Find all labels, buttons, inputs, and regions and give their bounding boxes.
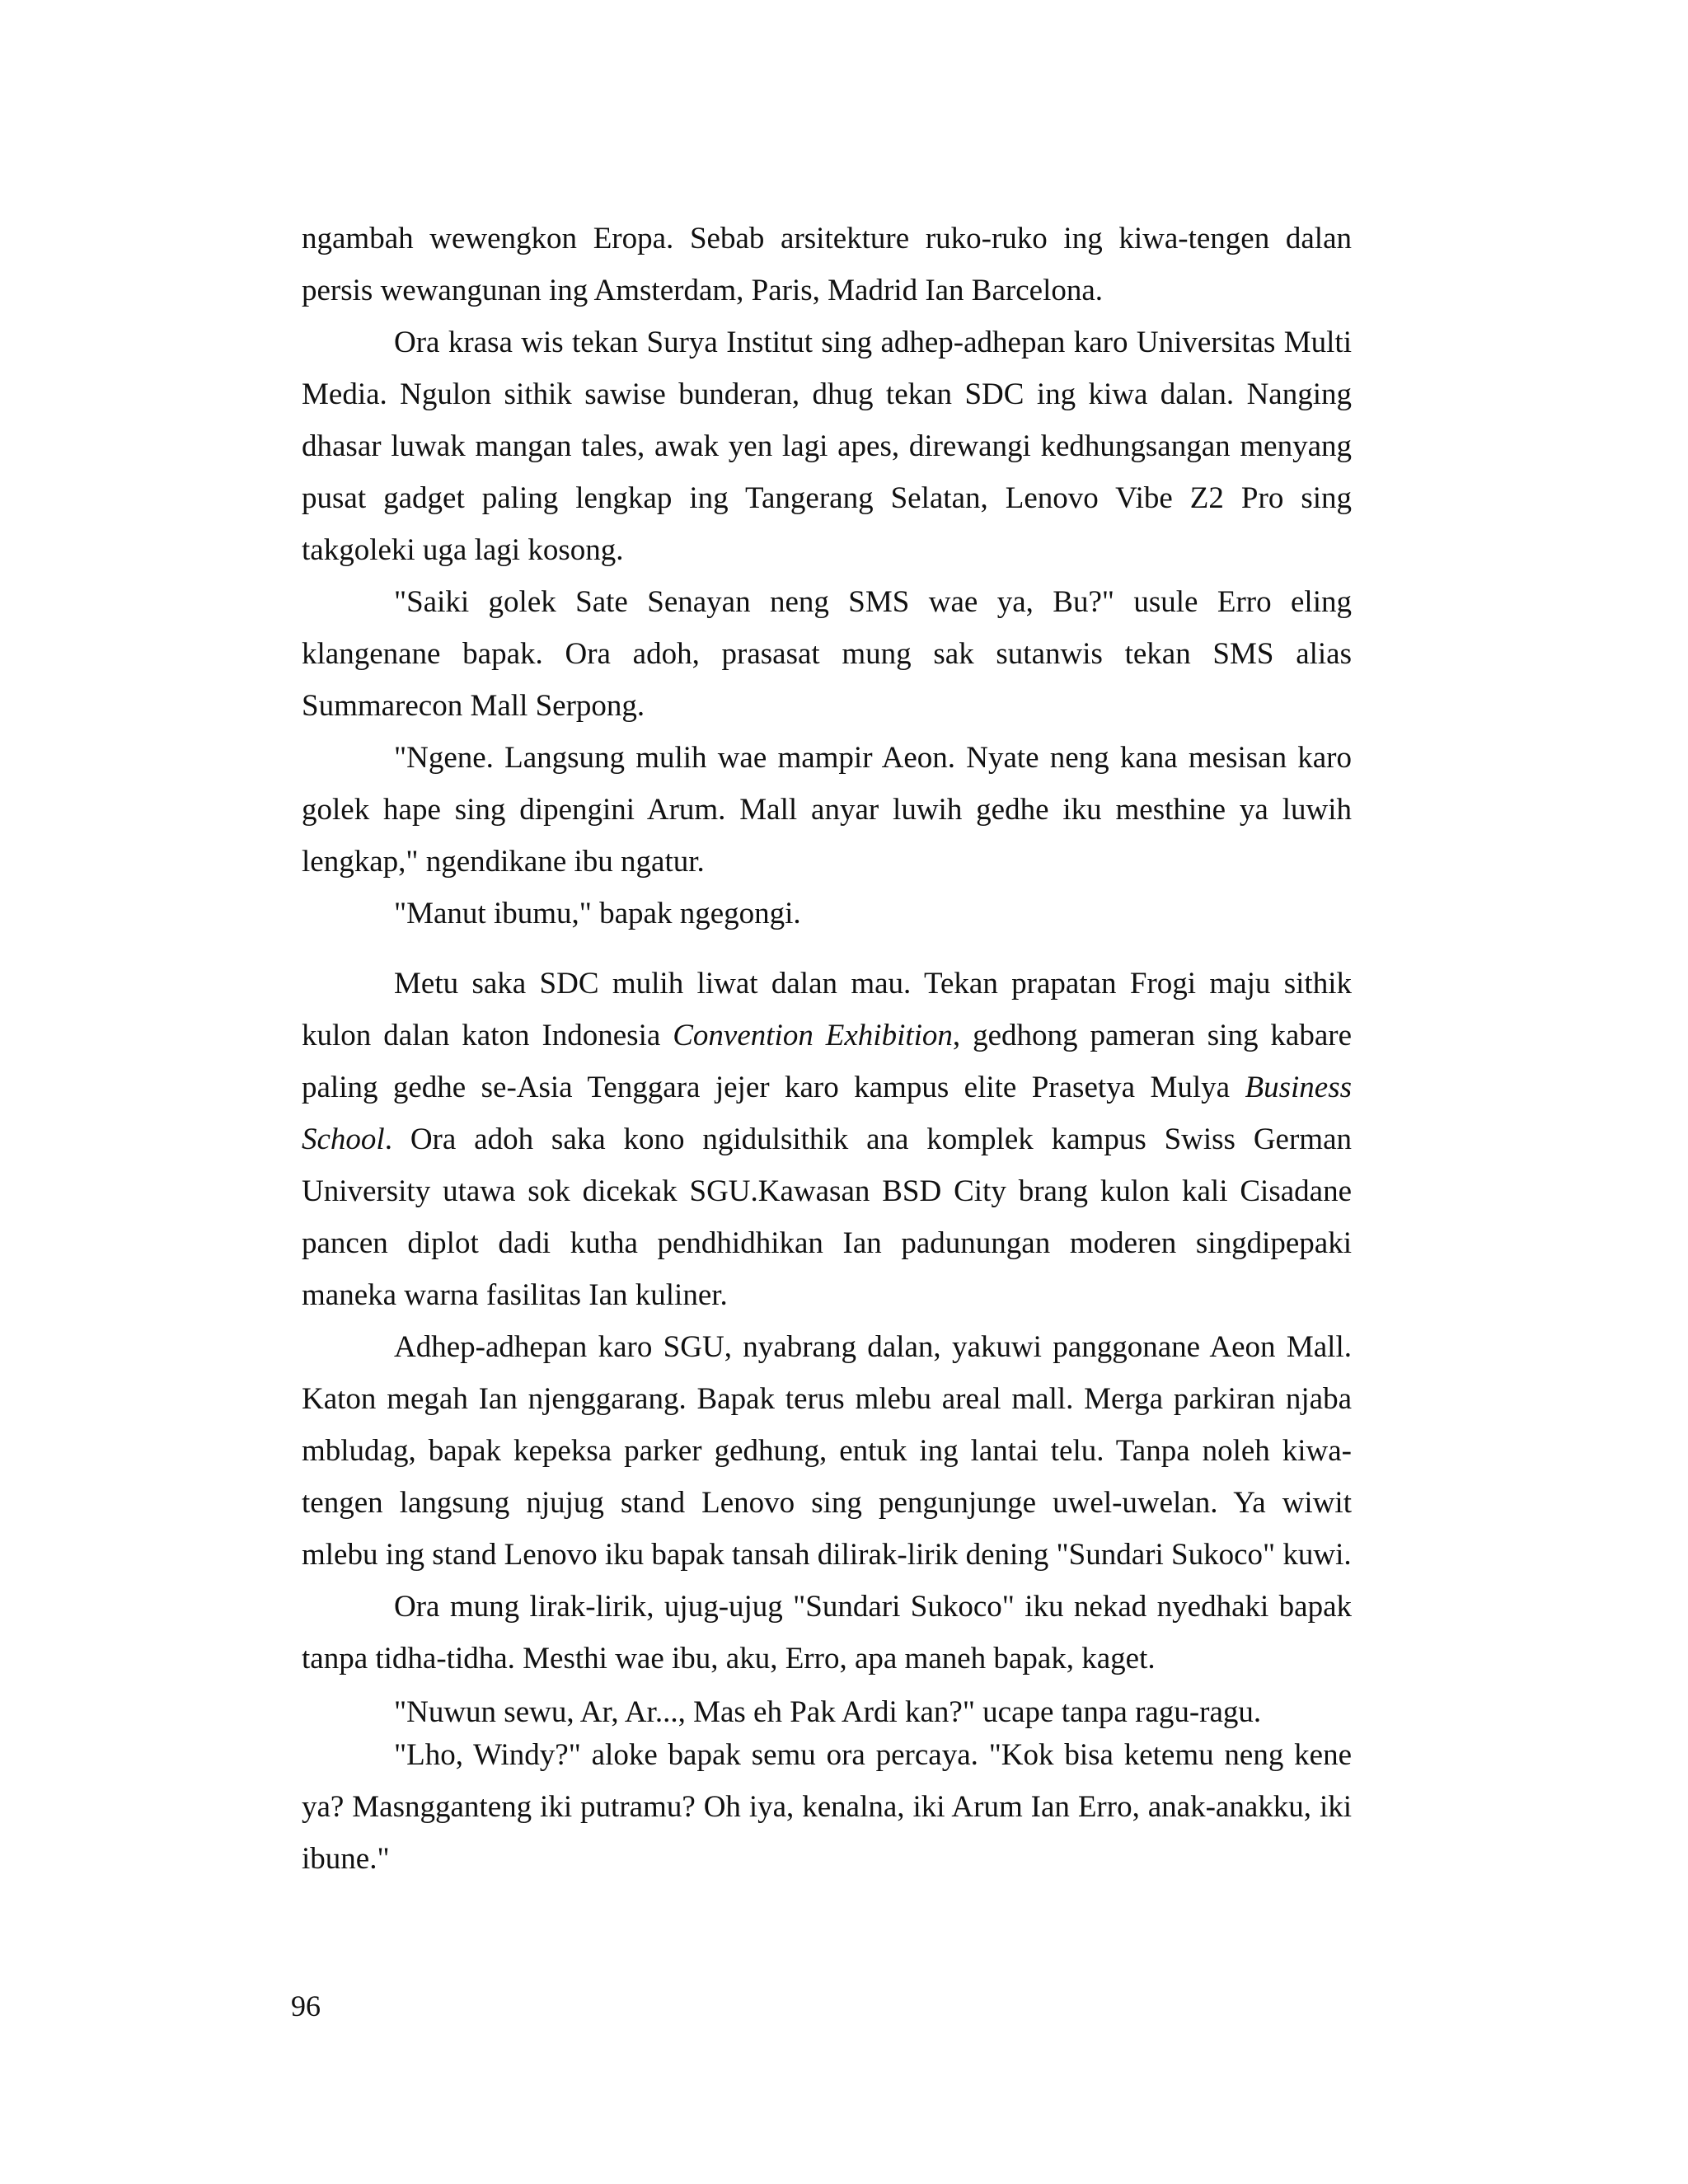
paragraph-continuation: ngambah wewengkon Eropa. Sebab arsitekture ruko-ruko ing kiwa-tengen dalan persis wewangunan ing Amsterdam, Paris, Madrid Ian Barcelona. bbox=[302, 222, 1352, 307]
italic-term-convention-exhibition: Convention Exhibition bbox=[673, 1019, 953, 1052]
paragraph-metu-saka-sdc bbox=[302, 958, 1352, 1321]
page-number: 96 bbox=[291, 1990, 321, 2022]
paragraph-sundari-sukoco: Ora mung lirak-lirik, ujug-ujug "Sundari Sukoco" iku nekad nyedhaki bapak tanpa tidha-tidha. Mesthi wae ibu, aku, Erro, apa maneh bapak, kaget. bbox=[302, 1590, 1352, 1675]
paragraph-sate-senayan: "Saiki golek Sate Senayan neng SMS wae ya, Bu?" usule Erro eling klangenane bapak. Ora adoh, prasasat mung sak sutanwis tekan SMS alias Summarecon Mall Serpong. bbox=[302, 585, 1352, 723]
dialogue-nuwun-sewu: "Nuwun sewu, Ar, Ar..., Mas eh Pak Ardi kan?" ucape tanpa ragu-ragu. bbox=[394, 1695, 1262, 1729]
paragraph-aeon-mall: Adhep-adhepan karo SGU, nyabrang dalan, yakuwi panggonane Aeon Mall. Katon megah Ian njenggarang. Bapak terus mlebu areal mall. Merga parkiran njaba mbludag, bapak kepeksa parker gedhung, entuk ing lantai telu. Tanpa noleh kiwa-tengen langsung njujug stand Lenovo sing pengunjunge uwel-uwelan. Ya wiwit mlebu ing stand Lenovo iku bapak tansah dilirak-lirik dening "Sundari Sukoco" kuwi. bbox=[302, 1330, 1352, 1572]
dialogue-lho-windy: "Lho, Windy?" aloke bapak semu ora percaya. "Kok bisa ketemu neng kene ya? Masngganteng iki putramu? Oh iya, kenalna, iki Arum Ian Erro, anak-anakku, iki ibune." bbox=[302, 1738, 1352, 1876]
paragraph-manut-ibumu: "Manut ibumu," bapak ngegongi. bbox=[394, 897, 801, 930]
text-run: , gedhong pameran sing kabare paling gedhe se-Asia Tenggara jejer karo kampus elite Prasetya Mulya bbox=[302, 1019, 1352, 1104]
paragraph-aeon: "Ngene. Langsung mulih wae mampir Aeon. Nyate neng kana mesisan karo golek hape sing dipengini Arum. Mall anyar luwih gedhe iku mesthine ya luwih lengkap," ngendikane ibu ngatur. bbox=[302, 741, 1352, 879]
page-body bbox=[302, 213, 1352, 1885]
italic-term-business-school: Business School bbox=[302, 1071, 1352, 1156]
text-run: . Ora adoh saka kono ngidulsithik ana komplek kampus Swiss German University utawa sok dicekak SGU.Kawasan BSD City brang kulon kali Cisadane pancen diplot dadi kutha pendhidhikan Ian padunungan moderen singdipepaki maneka warna fasilitas Ian kuliner. bbox=[302, 1122, 1352, 1312]
paragraph-surya-institut: Ora krasa wis tekan Surya Institut sing adhep-adhepan karo Universitas Multi Media. Ngulon sithik sawise bunderan, dhug tekan SDC ing kiwa dalan. Nanging dhasar luwak mangan tales, awak yen lagi apes, direwangi kedhungsangan menyang pusat gadget paling lengkap ing Tangerang Selatan, Lenovo Vibe Z2 Pro sing takgoleki uga lagi kosong. bbox=[302, 326, 1352, 567]
text-run: Metu saka SDC mulih liwat dalan mau. Tekan prapatan Frogi maju sithik kulon dalan katon Indonesia bbox=[302, 967, 1352, 1052]
